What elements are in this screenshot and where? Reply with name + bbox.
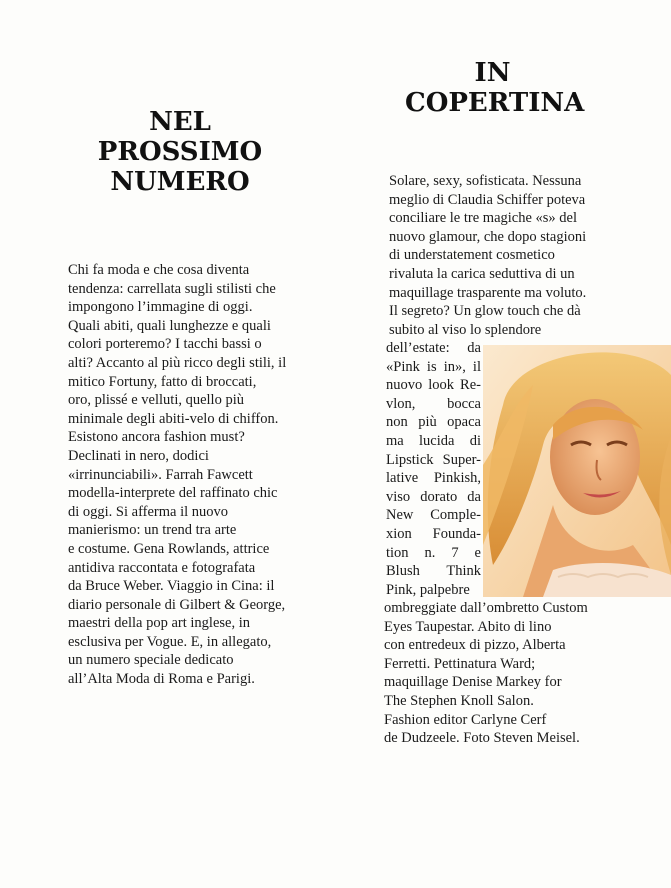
- body-line: Ferretti. Pettinatura Ward;: [384, 655, 536, 672]
- body-line: nuovo glamour, che dopo stagioni: [389, 228, 587, 245]
- body-line: «irrinunciabili». Farrah Fawcett: [68, 466, 253, 483]
- body-line: non più opaca: [386, 414, 481, 431]
- body-line: Eyes Taupestar. Abito di lino: [384, 618, 552, 635]
- body-line: all’Alta Moda di Roma e Parigi.: [68, 671, 255, 688]
- body-line: meglio di Claudia Schiffer poteva: [389, 191, 586, 208]
- body-line: maquillage trasparente ma voluto.: [389, 284, 587, 301]
- body-line: ombreggiate dall’ombretto Custom: [384, 600, 588, 616]
- body-line: esclusiva per Vogue. E, in allegato,: [68, 633, 272, 650]
- body-line: minimale degli abiti-velo di chiffon.: [68, 410, 279, 427]
- body-line: Esistono ancora fashion must?: [68, 429, 245, 446]
- heading-line: NEL: [149, 107, 211, 137]
- body-line: colori porteremo? I tacchi bassi o: [68, 336, 262, 353]
- cover-model-photo: [483, 345, 671, 597]
- body-line: manierismo: un trend tra arte: [68, 522, 237, 539]
- body-line: de Dudzeele. Foto Steven Meisel.: [384, 730, 580, 747]
- body-line: ma lucida di: [386, 432, 481, 449]
- cover-heading: [405, 58, 585, 118]
- body-line: Pink, palpebre: [386, 581, 470, 598]
- body-line: Declinati in nero, dodici: [68, 447, 209, 464]
- body-line: dell’estate: da: [386, 340, 481, 356]
- body-line: Chi fa moda e che cosa diventa: [68, 262, 250, 278]
- heading-line: PROSSIMO: [97, 137, 263, 167]
- body-line: maquillage Denise Markey for: [384, 674, 562, 691]
- body-line: antidiva raccontata e fotografata: [68, 559, 256, 576]
- body-line: e costume. Gena Rowlands, attrice: [68, 540, 270, 557]
- body-line: con entredeux di pizzo, Alberta: [384, 637, 566, 654]
- body-line: tendenza: carrellata sugli stilisti che: [68, 280, 276, 297]
- body-line: tion n. 7 e: [386, 544, 481, 561]
- body-line: conciliare le tre magiche «s» del: [389, 210, 578, 227]
- body-line: «Pink is in», il: [386, 358, 481, 375]
- body-line: un numero speciale dedicato: [68, 652, 234, 669]
- body-line: xion Founda-: [386, 525, 481, 542]
- cover-body-bottom: [384, 599, 614, 748]
- heading-line: NUMERO: [110, 167, 250, 197]
- heading-line: COPERTINA: [405, 88, 585, 118]
- body-line: Lipstick Super-: [386, 451, 481, 468]
- next-issue-body: [68, 261, 293, 689]
- body-line: di understatement cosmetico: [389, 247, 555, 264]
- body-line: Blush Think: [386, 563, 481, 580]
- body-line: Quali abiti, quali lunghezze e quali: [68, 317, 271, 334]
- body-line: lative Pinkish,: [386, 470, 481, 487]
- body-line: Il segreto? Un glow touch che dà: [389, 303, 581, 320]
- body-line: mitico Fortuny, fatto di broccati,: [68, 373, 257, 390]
- cover-body-top: [389, 172, 604, 339]
- body-line: nuovo look Re-: [386, 377, 481, 394]
- body-line: The Stephen Knoll Salon.: [384, 692, 534, 709]
- body-line: rivaluta la carica seduttiva di un: [389, 265, 575, 282]
- body-line: da Bruce Weber. Viaggio in Cina: il: [68, 578, 275, 595]
- body-line: vlon, bocca: [386, 395, 481, 412]
- body-line: di oggi. Si afferma il nuovo: [68, 503, 229, 520]
- body-line: oro, plissé e velluti, quello più: [68, 392, 244, 409]
- heading-line: IN: [474, 58, 511, 88]
- body-line: modella-interprete del raffinato chic: [68, 485, 278, 502]
- body-line: impongono l’immagine di oggi.: [68, 299, 253, 316]
- body-line: viso dorato da: [386, 488, 481, 505]
- next-issue-heading: [95, 107, 265, 197]
- body-line: subito al viso lo splendore: [389, 321, 542, 338]
- body-line: diario personale di Gilbert & George,: [68, 596, 286, 613]
- body-line: Fashion editor Carlyne Cerf: [384, 711, 547, 728]
- body-line: Solare, sexy, sofisticata. Nessuna: [389, 173, 582, 189]
- body-line: maestri della pop art inglese, in: [68, 615, 251, 632]
- body-line: alti? Accanto al più ricco degli stili, il: [68, 354, 287, 371]
- cover-body-wrap: [386, 339, 481, 599]
- body-line: New Comple-: [386, 507, 481, 524]
